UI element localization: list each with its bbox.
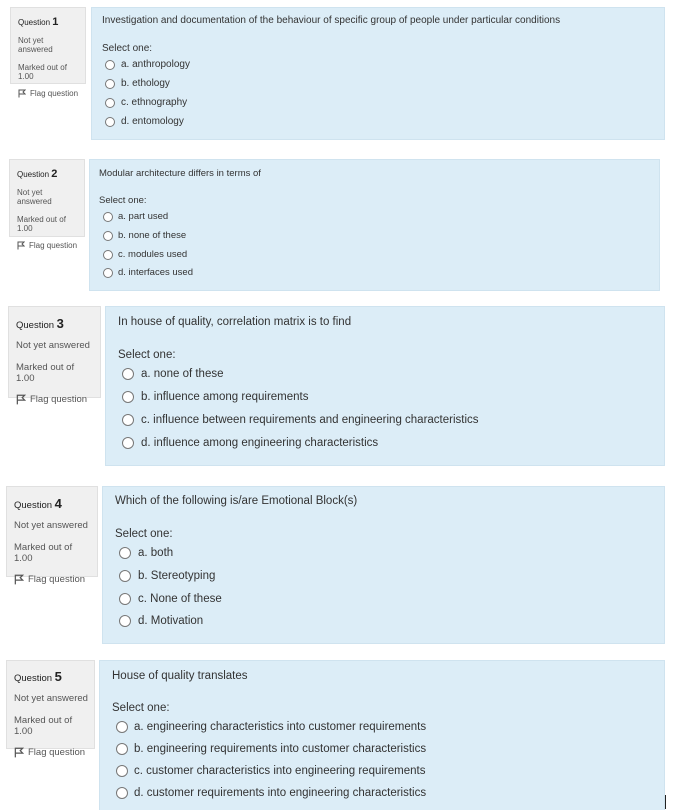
answer-label: d. influence among engineering characteristics (141, 437, 379, 449)
answer-option-b[interactable] (119, 570, 215, 582)
question-content (105, 306, 665, 466)
answer-label: a. anthropology (121, 59, 190, 70)
flag-icon (17, 241, 25, 250)
answer-option-c[interactable] (105, 97, 187, 108)
question-state: Not yet answered (14, 520, 88, 532)
answer-option-b[interactable] (105, 78, 170, 89)
question-number: Question 1 (18, 16, 59, 28)
radio-button[interactable] (116, 721, 128, 733)
text-cursor (665, 795, 666, 809)
question-content (89, 159, 660, 291)
answer-option-d[interactable] (105, 116, 184, 127)
answer-option-c[interactable] (122, 414, 479, 426)
answer-option-a[interactable] (116, 721, 426, 733)
flag-icon (18, 89, 26, 98)
answer-label: b. none of these (118, 230, 187, 241)
answer-label: c. customer characteristics into engineering requirements (134, 765, 426, 777)
answer-option-c[interactable] (103, 249, 187, 260)
question-info (10, 7, 86, 98)
flag-question-button[interactable]: Flag question (16, 394, 94, 405)
flag-icon (16, 394, 26, 405)
radio-button[interactable] (105, 79, 115, 89)
answer-label: c. None of these (138, 593, 222, 605)
answer-option-b[interactable] (122, 391, 309, 403)
answer-label: d. customer requirements into engineering characteristics (134, 787, 427, 799)
radio-button[interactable] (122, 414, 134, 426)
answer-option-a[interactable] (119, 547, 173, 559)
question-state: Not yet answered (14, 693, 88, 705)
answer-label: d. interfaces used (118, 267, 193, 278)
radio-button[interactable] (119, 615, 131, 627)
answer-label: d. entomology (121, 116, 184, 127)
question-grade: Marked out of 1.00 (17, 214, 66, 233)
question-info (9, 159, 85, 250)
answer-label: c. modules used (118, 249, 188, 260)
radio-button[interactable] (105, 117, 115, 127)
answer-option-b[interactable] (116, 743, 426, 755)
answer-option-c[interactable] (116, 765, 425, 777)
radio-button[interactable] (116, 787, 128, 799)
question-grade: Marked out of 1.00 (18, 62, 67, 81)
flag-question-button[interactable]: Flag question (14, 747, 88, 758)
radio-button[interactable] (116, 743, 128, 755)
question-info (8, 306, 101, 406)
radio-button[interactable] (103, 268, 113, 278)
radio-button[interactable] (105, 60, 115, 70)
answer-option-d[interactable] (103, 267, 193, 278)
answer-label: c. influence between requirements and engineering characteristics (141, 414, 479, 426)
question-text: House of quality translates (112, 670, 248, 682)
answer-label: d. Motivation (138, 615, 204, 627)
radio-button[interactable] (122, 391, 134, 403)
question-text: Investigation and documentation of the behaviour of specific group of people under particular conditions (102, 15, 561, 26)
radio-button[interactable] (122, 368, 134, 380)
flag-icon (14, 574, 24, 585)
answer-option-a[interactable] (122, 368, 223, 380)
answer-option-d[interactable] (122, 437, 378, 449)
question-grade: Marked out of 1.00 (16, 362, 75, 385)
question-text: Which of the following is/are Emotional Block(s) (115, 495, 358, 507)
flag-icon (14, 747, 24, 758)
select-one-prompt: Select one: (102, 43, 153, 54)
answer-label: c. ethnography (121, 97, 188, 108)
answer-option-a[interactable] (105, 59, 190, 70)
answer-label: a. none of these (141, 368, 224, 380)
select-one-prompt: Select one: (112, 702, 170, 714)
radio-button[interactable] (119, 570, 131, 582)
answer-label: a. both (138, 547, 174, 559)
answer-option-d[interactable] (119, 615, 203, 627)
flag-question-button[interactable]: Flag question (14, 574, 91, 585)
question-info (6, 486, 98, 586)
question-number: Question 4 (14, 496, 62, 511)
answer-option-b[interactable] (103, 230, 186, 241)
flag-question-button[interactable]: Flag question (18, 89, 79, 98)
question-content (102, 486, 665, 644)
answer-label: b. Stereotyping (138, 570, 216, 582)
answer-label: b. influence among requirements (141, 391, 309, 403)
radio-button[interactable] (119, 547, 131, 559)
question-state: Not yet answered (17, 187, 52, 206)
question-content (99, 660, 665, 810)
question-state: Not yet answered (16, 340, 90, 352)
radio-button[interactable] (122, 437, 134, 449)
answer-label: a. engineering characteristics into customer requirements (134, 721, 427, 733)
answer-label: b. ethology (121, 78, 170, 89)
question-text: In house of quality, correlation matrix is to find (118, 316, 352, 328)
answer-option-a[interactable] (103, 211, 168, 222)
radio-button[interactable] (119, 593, 131, 605)
answer-label: a. part used (118, 211, 169, 222)
question-state: Not yet answered (18, 35, 53, 54)
radio-button[interactable] (103, 212, 113, 222)
select-one-prompt: Select one: (115, 528, 173, 540)
answer-option-d[interactable] (116, 787, 426, 799)
flag-question-button[interactable]: Flag question (17, 241, 78, 250)
question-text: Modular architecture differs in terms of (99, 168, 261, 179)
select-one-prompt: Select one: (99, 195, 147, 206)
select-one-prompt: Select one: (118, 349, 176, 361)
question-number: Question 5 (14, 669, 62, 684)
radio-button[interactable] (103, 231, 113, 241)
question-number: Question 2 (17, 168, 58, 180)
question-info (6, 660, 95, 759)
question-number: Question 3 (16, 316, 64, 331)
answer-option-c[interactable] (119, 593, 222, 605)
radio-button[interactable] (105, 98, 115, 108)
radio-button[interactable] (103, 250, 113, 260)
question-content (91, 7, 665, 140)
answer-label: b. engineering requirements into customer characteristics (134, 743, 427, 755)
question-grade: Marked out of 1.00 (14, 715, 73, 738)
radio-button[interactable] (116, 765, 128, 777)
question-grade: Marked out of 1.00 (14, 542, 73, 565)
